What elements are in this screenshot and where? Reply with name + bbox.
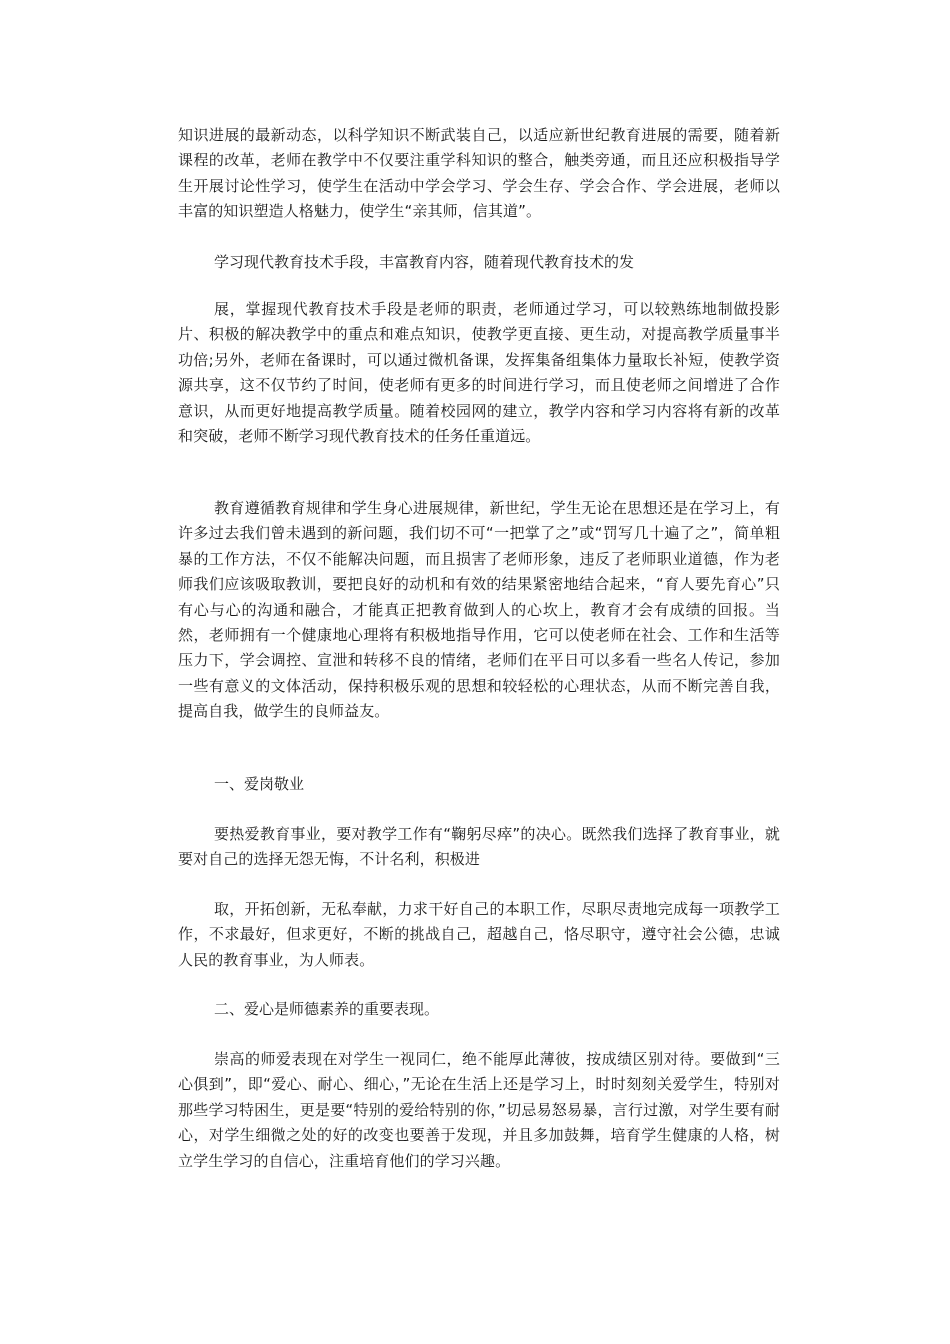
paragraph-1: 知识进展的最新动态，以科学知识不断武装自己，以适应新世纪教育进展的需要，随着新课程的改革，老师在教学中不仅要注重学科知识的整合，触类旁通，而且还应积极指导学生开展讨论性学习，使学生在活动中学会学习、学会生存、学会合作、学会进展，老师以丰富的知识塑造人格魅力，使学生“亲其师，信其道”。 xyxy=(178,126,780,221)
section-heading-1: 一、爱岗敬业 xyxy=(214,775,305,793)
paragraph-5: 要热爱教育事业，要对教学工作有“鞠躬尽瘁”的决心。既然我们选择了教育事业，就要对自己的选择无怨无悔，不计名利，积极进 xyxy=(178,825,780,869)
paragraph-4: 教育遵循教育规律和学生身心进展规律，新世纪，学生无论在思想还是在学习上，有许多过去我们曾未遇到的新问题，我们切不可“一把掌了之”或“罚写几十遍了之”，简单粗暴的工作方法，不仅不能解决问题，而且损害了老师形象，违反了老师职业道德，作为老师我们应该吸取教训，要把良好的动机和有效的结果紧密地结合起来，“育人要先育心”只有心与心的沟通和融合，才能真正把教育做到人的心坎上，教育才会有成绩的回报。当然，老师拥有一个健康地心理将有积极地指导作用，它可以使老师在社会、工作和生活等压力下，学会调控、宣泄和转移不良的情绪，老师们在平日可以多看一些名人传记，参加一些有意义的文体活动，保持积极乐观的思想和较轻松的心理状态，从而不断完善自我，提高自我，做学生的良师益友。 xyxy=(178,499,781,721)
paragraph-6: 取，开拓创新，无私奉献，力求干好自己的本职工作，尽职尽责地完成每一项教学工作，不求最好，但求更好，不断的挑战自己，超越自己，恪尽职守，遵守社会公德，忠诚人民的教育事业，为人师表。 xyxy=(178,900,780,969)
paragraph-7: 崇高的师爱表现在对学生一视同仁，绝不能厚此薄彼，按成绩区别对待。要做到“三心俱到”，即“爱心、耐心、细心，”无论在生活上还是学习上，时时刻刻关爱学生，特别对那些学习特困生，更是要“特别的爱给特别的你，”切忌易怒易暴，言行过激，对学生要有耐心，对学生细微之处的好的改变也要善于发现，并且多加鼓舞，培育学生健康的人格，树立学生学习的自信心，注重培育他们的学习兴趣。 xyxy=(178,1050,780,1170)
paragraph-3: 展，掌握现代教育技术手段是老师的职责，老师通过学习，可以较熟练地制做投影片、积极的解决教学中的重点和难点知识，使教学更直接、更生动，对提高教学质量事半功倍;另外，老师在备课时，可以通过微机备课，发挥集备组集体力量取长补短，使教学资源共享，这不仅节约了时间，使老师有更多的时间进行学习，而且使老师之间增进了合作意识，从而更好地提高教学质量。随着校园网的建立，教学内容和学习内容将有新的改革和突破，老师不断学习现代教育技术的任务任重道远。 xyxy=(178,300,780,446)
section-heading-2: 二、爱心是师德素养的重要表现。 xyxy=(214,1000,440,1018)
paragraph-2: 学习现代教育技术手段，丰富教育内容，随着现代教育技术的发 xyxy=(214,253,635,271)
